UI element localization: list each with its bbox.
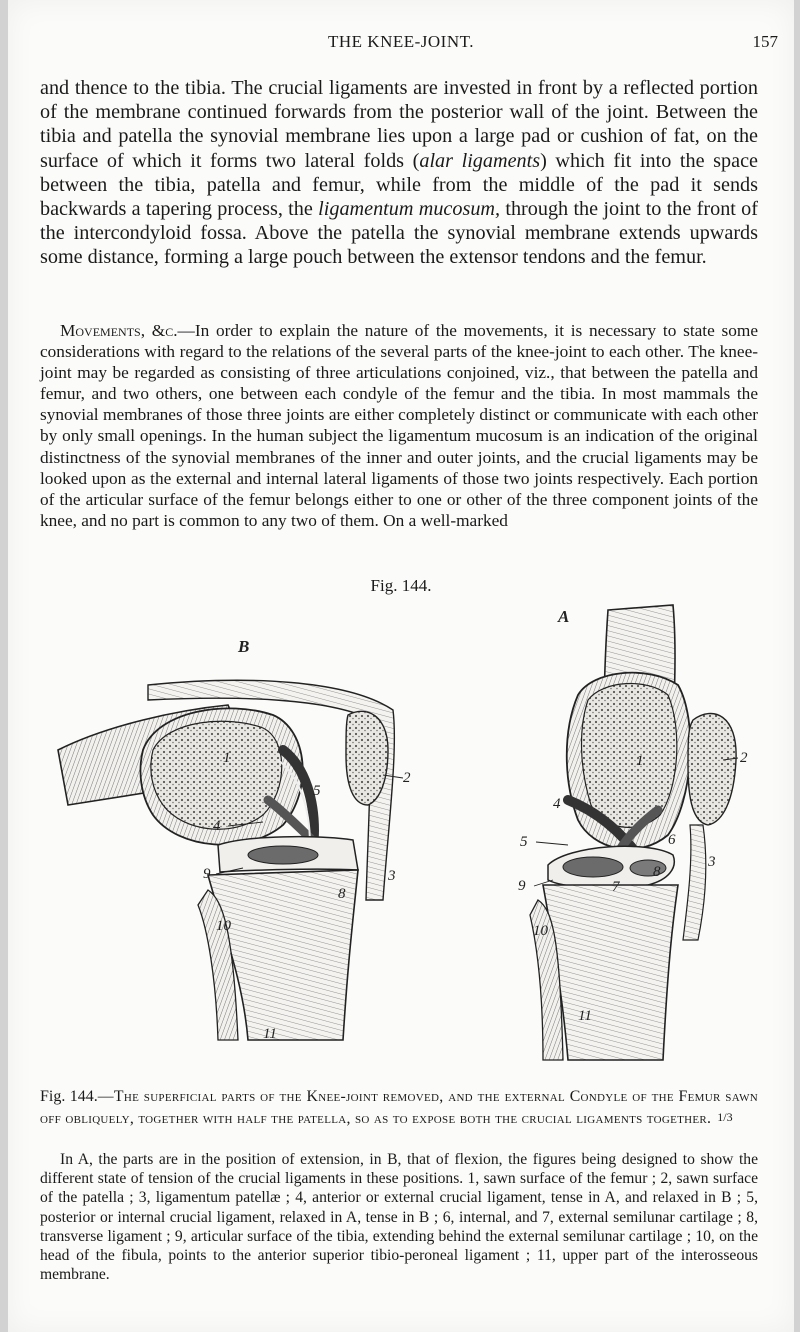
figure-caption <box>40 1086 758 1129</box>
book-page <box>8 0 794 1332</box>
label-a-5: 5 <box>520 834 528 850</box>
caption-fig-number: Fig. 144. <box>40 1088 98 1105</box>
movements-lead: Movements, &c. <box>60 321 178 340</box>
paragraph1-text-c: through the joint to the front of the intercondyloid fossa. Above the patella the synovial membrane extends upwards some distance, forming a large pouch between the extensor tendons and the femur. <box>40 198 758 269</box>
label-a-3: 3 <box>708 854 716 870</box>
paragraph1-text-b: ) which fit into the space between the tibia, patella and femur, while from the middle of the pad it sends backwards a tapering process, the <box>40 149 758 221</box>
movements-body: —In order to explain the nature of the movements, it is necessary to state some considerations with regard to the relations of the several parts of the knee-joint to each other. The knee-joint may be regarded as consisting of three articulations conjoined, viz., that between the patella and femur, and two others, one between each condyle of the femur and the tibia. In most mammals the synovial membranes of those three joints are either completely distinct or communicate with each other by only small openings. In the human subject the ligamentum mucosum is an indication of the original distinctness of the synovial membranes of the inner and outer joints, and the crucial ligaments may be looked upon as the external and internal lateral ligaments of those two joints respectively. Each portion of the articular surface of the femur belongs either to one or other of the three component joints of the knee, and no part is common to any two of them. On a well-marked <box>40 321 758 530</box>
label-a-7: 7 <box>612 879 620 895</box>
figure-title: Fig. 144. <box>370 576 432 595</box>
label-b-2: 2 <box>403 770 411 786</box>
page-header <box>8 32 794 58</box>
figure-a-letter: A <box>558 607 570 626</box>
paragraph1-text-a: and thence to the tibia. The crucial ligaments are invested in front by a reflected portion of the membrane continued forwards from the posterior wall of the joint. Between the tibia and patella the synovial membrane lies upon a large pad or cushion of fat, on the surface of which it forms two lateral folds ( <box>40 77 758 172</box>
figure-b-letter: B <box>238 637 250 656</box>
label-b-1: 1 <box>223 750 231 766</box>
figure-a-extended-knee <box>518 605 748 1060</box>
label-a-11: 11 <box>578 1008 592 1024</box>
label-a-4: 4 <box>553 796 561 812</box>
running-head: THE KNEE-JOINT. <box>328 32 474 51</box>
figure-b-flexed-knee <box>58 637 411 1042</box>
figure-legend: In A, the parts are in the position of extension, in B, that of flexion, the figures being designed to show the different state of tension of the crucial ligaments in these positions. 1, sawn surface of the femur ; 2, sawn surface of the patella ; 3, ligamentum patellæ ; 4, anterior or external crucial ligament, tense in A, and relaxed in B ; 5, posterior or internal crucial ligament, relaxed in A, tense in B ; 6, internal, and 7, external semilunar cartilage ; 8, transverse ligament ; 9, articular surface of the tibia, extending behind the external semilunar cartilage ; 10, on the head of the fibula, points to the anterior superior tibio-peroneal ligament ; 11, upper part of the interosseous membrane. <box>40 1151 758 1284</box>
label-b-9: 9 <box>203 866 211 882</box>
page-number: 157 <box>752 32 778 51</box>
label-b-11: 11 <box>263 1026 277 1042</box>
label-a-8: 8 <box>653 864 661 880</box>
paragraph-movements <box>40 320 758 531</box>
label-b-10: 10 <box>216 918 231 934</box>
paragraph1-italic-mucosum: ligamentum mucosum, <box>318 198 501 221</box>
label-a-1: 1 <box>636 753 644 769</box>
label-b-4: 4 <box>213 818 221 834</box>
label-a-6: 6 <box>668 832 676 848</box>
knee-joint-illustration <box>48 600 768 1070</box>
caption-text: —The superficial parts of the Knee-joint removed, and the external Condyle of the Femur sawn off obliquely, together with half the patella, so as to expose both the crucial ligaments together. <box>40 1088 758 1127</box>
label-a-2: 2 <box>740 750 748 766</box>
label-b-5: 5 <box>313 783 321 799</box>
label-b-3: 3 <box>388 868 396 884</box>
label-a-10: 10 <box>533 923 548 939</box>
label-a-9: 9 <box>518 878 526 894</box>
label-b-8: 8 <box>338 886 346 902</box>
paragraph-synovial-membrane <box>40 76 758 270</box>
caption-scale: 1/3 <box>717 1110 733 1124</box>
paragraph1-italic-alar: alar ligaments <box>419 149 541 172</box>
